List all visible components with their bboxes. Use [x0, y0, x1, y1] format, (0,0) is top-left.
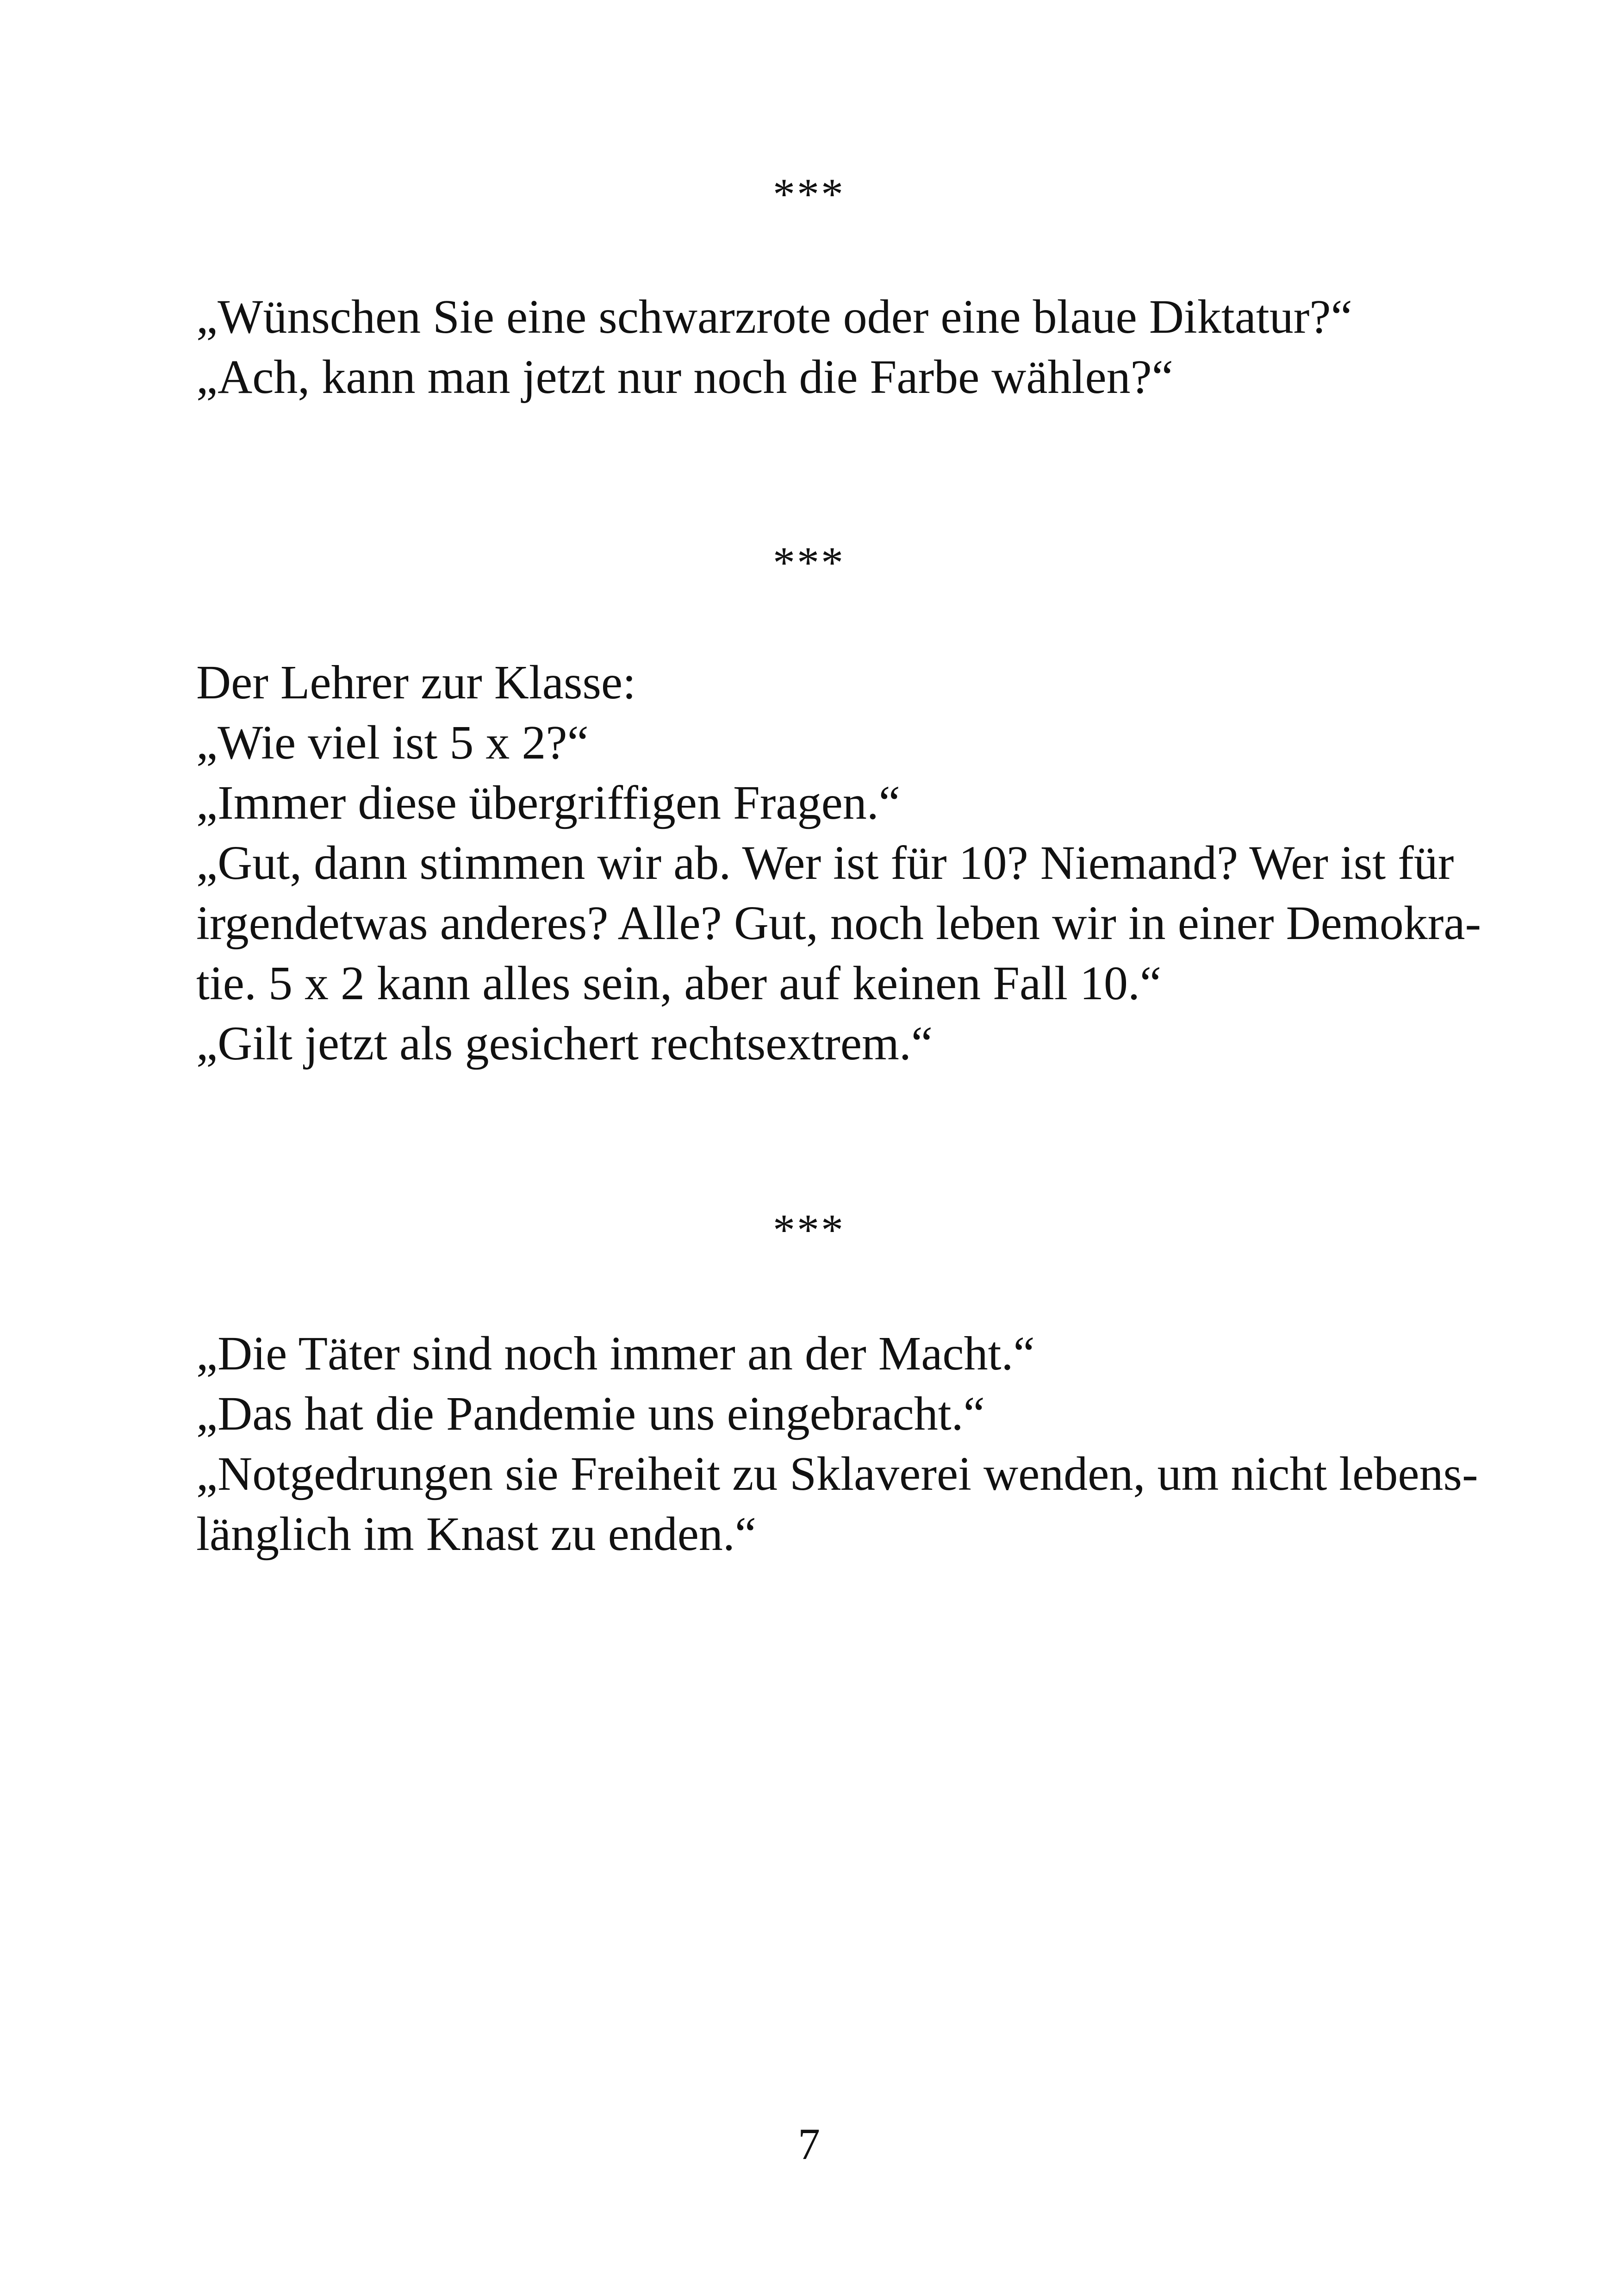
text-line: „Ach, kann man jetzt nur noch die Farbe wählen?“: [196, 350, 1173, 404]
text-line: „Immer diese übergriffigen Fragen.“: [196, 776, 900, 829]
section-separator: ***: [773, 169, 845, 219]
text-line: „Gut, dann stimmen wir ab. Wer ist für 10? Niemand? Wer ist für: [196, 836, 1454, 890]
section-separator: ***: [773, 1205, 845, 1255]
page-number: 7: [798, 2119, 820, 2169]
text-line: „Wünschen Sie eine schwarzrote oder eine blaue Diktatur?“: [196, 290, 1352, 343]
text-line: „Notgedrungen sie Freiheit zu Sklaverei wenden, um nicht lebens-: [196, 1447, 1478, 1500]
text-line: „Das hat die Pandemie uns eingebracht.“: [196, 1387, 985, 1440]
text-line: „Die Täter sind noch immer an der Macht.“: [196, 1327, 1035, 1380]
text-line: irgendetwas anderes? Alle? Gut, noch leben wir in einer Demokra-: [196, 896, 1481, 950]
dialogue-section-1: [196, 287, 1446, 407]
text-line: „Wie viel ist 5 x 2?“: [196, 716, 589, 769]
text-line: „Gilt jetzt als gesichert rechtsextrem.“: [196, 1017, 933, 1070]
section-separator: ***: [773, 538, 845, 587]
text-line: länglich im Knast zu enden.“: [196, 1507, 757, 1561]
text-line: tie. 5 x 2 kann alles sein, aber auf keinen Fall 10.“: [196, 957, 1162, 1010]
text-line: Der Lehrer zur Klasse:: [196, 656, 636, 709]
dialogue-section-2: [196, 653, 1481, 1074]
dialogue-section-3: [196, 1324, 1478, 1564]
